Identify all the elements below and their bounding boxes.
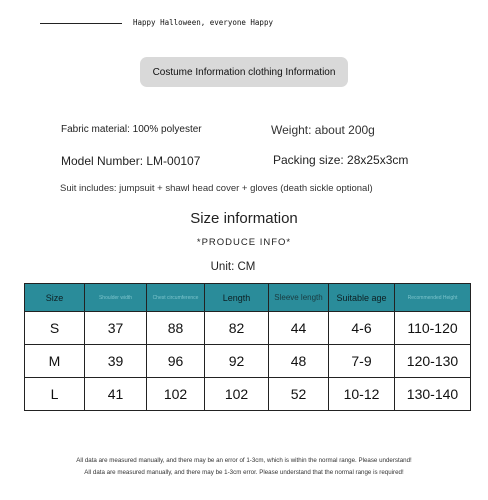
table-row bbox=[25, 345, 471, 378]
size-table bbox=[24, 283, 471, 411]
cell-sleeve: 52 bbox=[269, 378, 329, 411]
cell-shoulder: 41 bbox=[85, 378, 147, 411]
cell-chest: 96 bbox=[147, 345, 205, 378]
table-row bbox=[25, 312, 471, 345]
cell-age: 10-12 bbox=[329, 378, 395, 411]
section-header-pill bbox=[140, 57, 348, 87]
weight: Weight: about 200g bbox=[271, 123, 375, 137]
footer-note-2: All data are measured manually, and there may be 1-3cm error. Please understand that the normal range is required! bbox=[84, 469, 404, 476]
footer-note-1: All data are measured manually, and there may be an error of 1-3cm, which is within the normal range. Please understand! bbox=[76, 457, 412, 464]
header-age: Suitable age bbox=[329, 284, 395, 312]
cell-sleeve: 44 bbox=[269, 312, 329, 345]
cell-height: 110-120 bbox=[395, 312, 471, 345]
cell-size: S bbox=[25, 312, 85, 345]
header-length: Length bbox=[205, 284, 269, 312]
cell-length: 92 bbox=[205, 345, 269, 378]
cell-chest: 88 bbox=[147, 312, 205, 345]
unit-label: Unit: CM bbox=[210, 261, 256, 273]
cell-length: 82 bbox=[205, 312, 269, 345]
cell-size: M bbox=[25, 345, 85, 378]
fabric-material: Fabric material: 100% polyester bbox=[61, 124, 202, 135]
cell-shoulder: 39 bbox=[85, 345, 147, 378]
cell-height: 120-130 bbox=[395, 345, 471, 378]
header-chest: Chest circumference bbox=[147, 284, 205, 312]
decorative-line bbox=[40, 23, 122, 24]
suit-includes: Suit includes: jumpsuit + shawl head cover + gloves (death sickle optional) bbox=[60, 183, 373, 194]
slogan: Happy Halloween, everyone Happy bbox=[133, 18, 273, 27]
header-size: Size bbox=[25, 284, 85, 312]
cell-chest: 102 bbox=[147, 378, 205, 411]
cell-sleeve: 48 bbox=[269, 345, 329, 378]
packing-size: Packing size: 28x25x3cm bbox=[273, 153, 409, 167]
header-shoulder: Shoulder width bbox=[85, 284, 147, 312]
cell-age: 4-6 bbox=[329, 312, 395, 345]
header-sleeve: Sleeve length bbox=[269, 284, 329, 312]
size-info-title: Size information bbox=[190, 210, 298, 227]
cell-size: L bbox=[25, 378, 85, 411]
table-header-row bbox=[25, 284, 471, 312]
table-row bbox=[25, 378, 471, 411]
cell-shoulder: 37 bbox=[85, 312, 147, 345]
cell-height: 130-140 bbox=[395, 378, 471, 411]
header-height: Recommended Height bbox=[395, 284, 471, 312]
header-title: Costume Information clothing Information bbox=[152, 66, 336, 78]
cell-length: 102 bbox=[205, 378, 269, 411]
model-number: Model Number: LM-00107 bbox=[61, 154, 201, 168]
cell-age: 7-9 bbox=[329, 345, 395, 378]
produce-info-subtitle: *PRODUCE INFO* bbox=[196, 237, 292, 248]
